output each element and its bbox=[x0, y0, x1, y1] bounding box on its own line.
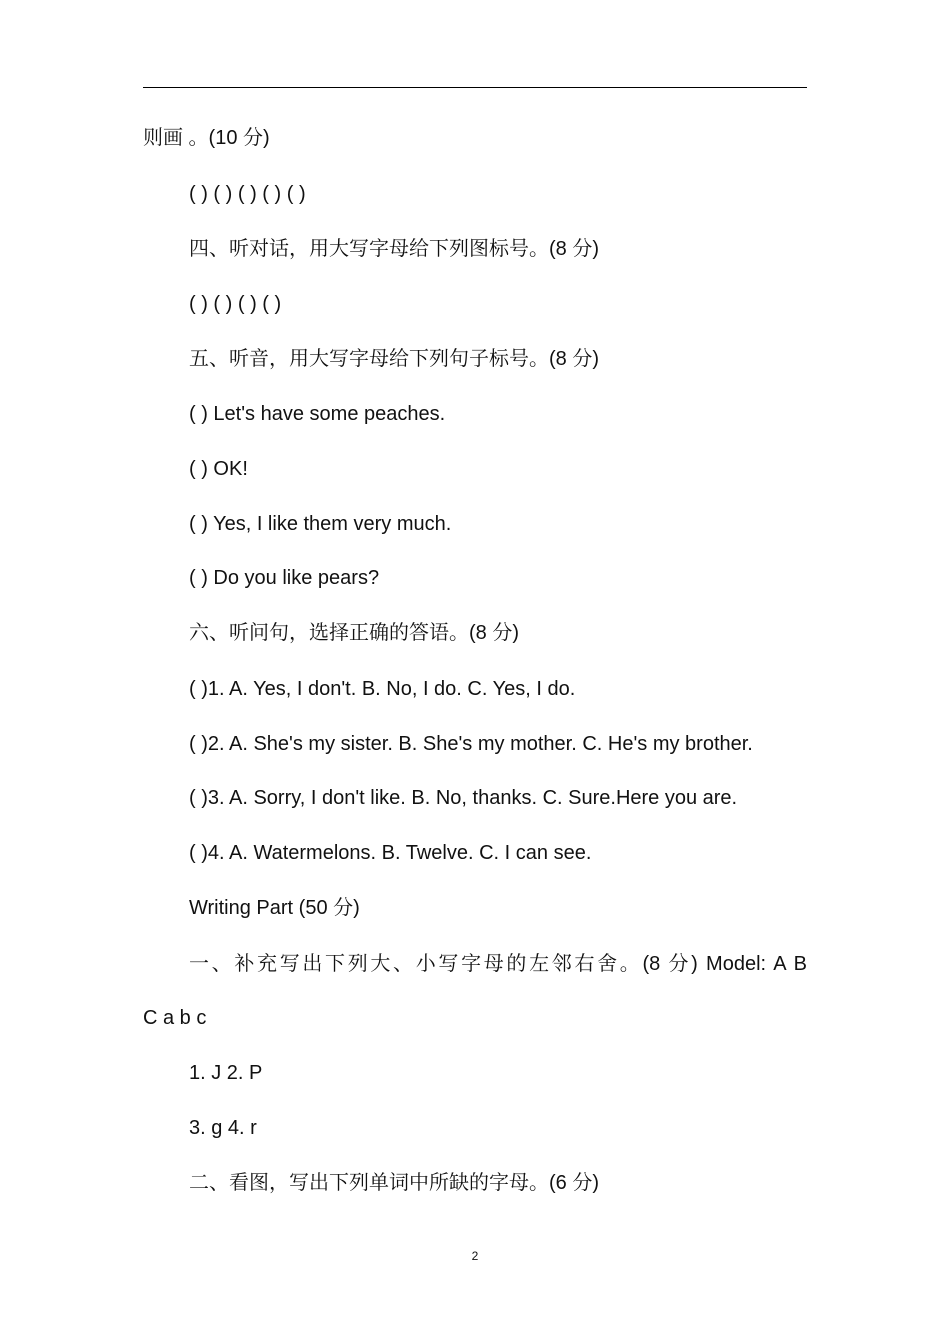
sentence-item: ( ) Do you like pears? bbox=[189, 567, 380, 589]
exercise-item: 1. J 2. P bbox=[189, 1062, 263, 1084]
answer-blanks-line: ( ) ( ) ( ) ( ) ( ) bbox=[189, 183, 306, 205]
header-rule bbox=[143, 87, 807, 88]
part-heading: Writing Part (50 分) bbox=[189, 897, 360, 919]
text-line: C a b c bbox=[143, 1007, 207, 1029]
sentence-item: ( ) Yes, I like them very much. bbox=[189, 513, 452, 535]
section-heading: 五、听音，用大写字母给下列句子标号。(8 分) bbox=[189, 348, 599, 370]
text-line: 则画 。(10 分) bbox=[143, 127, 270, 149]
section-heading: 二、看图，写出下列单词中所缺的字母。(6 分) bbox=[189, 1172, 599, 1194]
section-heading: 六、听问句，选择正确的答语。(8 分) bbox=[189, 622, 519, 644]
question-item: ( )2. A. She's my sister. B. She's my mother. C. He's my brother. bbox=[189, 733, 753, 755]
sentence-item: ( ) Let's have some peaches. bbox=[189, 403, 446, 425]
section-heading: 四、听对话，用大写字母给下列图标号。(8 分) bbox=[189, 238, 599, 260]
page-number: 2 bbox=[471, 1249, 479, 1263]
exercise-item: 3. g 4. r bbox=[189, 1117, 257, 1139]
question-item: ( )3. A. Sorry, I don't like. B. No, thanks. C. Sure.Here you are. bbox=[189, 787, 738, 809]
question-item: ( )1. A. Yes, I don't. B. No, I do. C. Yes, I do. bbox=[189, 678, 576, 700]
sentence-item: ( ) OK! bbox=[189, 458, 248, 480]
question-item: ( )4. A. Watermelons. B. Twelve. C. I can see. bbox=[189, 842, 592, 864]
section-heading: 一、补充写出下列大、小写字母的左邻右舍。(8 分) Model: A B bbox=[189, 953, 807, 975]
answer-blanks-line: ( ) ( ) ( ) ( ) bbox=[189, 293, 282, 315]
